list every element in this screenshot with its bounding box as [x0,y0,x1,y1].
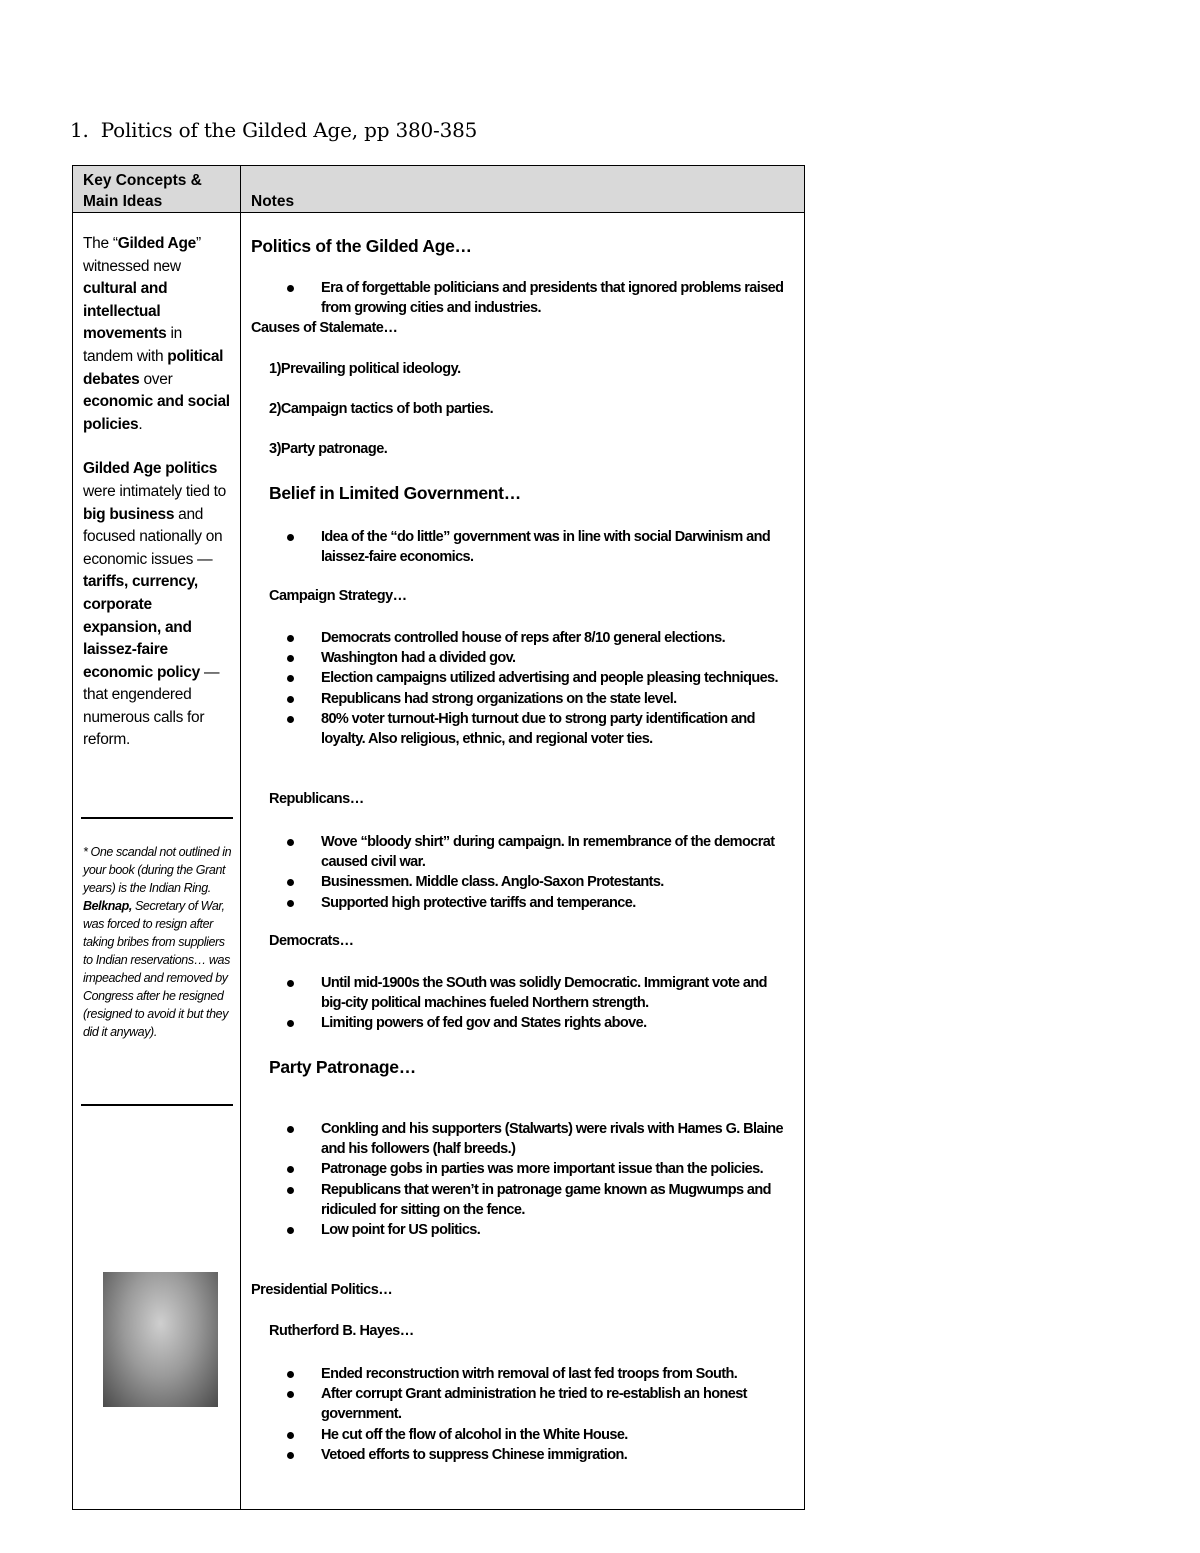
cause-3: 3)Party patronage. [269,441,388,457]
scandal-bottom-rule [81,1104,233,1106]
list-item: Low point for US politics. [285,1220,785,1240]
list-item: Until mid-1900s the SOuth was solidly Democratic. Immigrant vote and big-city political machines fueled Northern strength. [285,973,785,1013]
list-item: Limiting powers of fed gov and States rights above. [285,1013,785,1033]
democrats-heading: Democrats… [269,933,354,949]
section-number: 1. [70,118,89,142]
presidential-heading: Presidential Politics… [251,1282,393,1298]
list-item: Election campaigns utilized advertising and people pleasing techniques. [285,668,785,688]
list-item: Supported high protective tariffs and temperance. [285,893,785,913]
notes-table [72,165,805,1510]
list-item: Washington had a divided gov. [285,648,785,668]
republicans-heading: Republicans… [269,791,364,807]
list-item: He cut off the flow of alcohol in the White House. [285,1425,785,1445]
republicans-list [285,832,785,913]
list-item: Conkling and his supporters (Stalwarts) were rivals with Hames G. Blaine and his followers (half breeds.) [285,1119,785,1159]
section-title: Politics of the Gilded Age, pp 380-385 [100,118,478,142]
scandal-top-rule [81,817,233,819]
belief-heading: Belief in Limited Government… [269,483,521,503]
hayes-portrait [103,1272,218,1407]
politics-list [285,278,785,318]
key-concepts-column [83,233,233,774]
list-item: Patronage gobs in parties was more important issue than the policies. [285,1159,785,1179]
list-item: Republicans had strong organizations on the state level. [285,689,785,709]
list-item: 80% voter turnout-High turnout due to strong party identification and loyalty. Also religious, ethnic, and regional voter ties. [285,709,785,749]
concept-paragraph-2: Gilded Age politics were intimately tied to big business and focused nationally on economic issues — tariffs, currency, corporate expansion, and laissez-faire economic policy — that engendered numerous calls for reform. [83,460,226,749]
list-item: Democrats controlled house of reps after 8/10 general elections. [285,628,785,648]
list-item: Businessmen. Middle class. Anglo-Saxon Protestants. [285,872,785,892]
democrats-list [285,973,785,1034]
campaign-heading: Campaign Strategy… [269,588,407,604]
list-item: Era of forgettable politicians and presidents that ignored problems raised from growing cities and industries. [285,278,785,318]
page-title [70,118,477,142]
list-item: Wove “bloody shirt” during campaign. In remembrance of the democrat caused civil war. [285,832,785,872]
campaign-list [285,628,785,749]
cause-2: 2)Campaign tactics of both parties. [269,401,494,417]
list-item: After corrupt Grant administration he tried to re-establish an honest government. [285,1384,785,1424]
causes-heading: Causes of Stalemate… [251,320,398,336]
list-item: Vetoed efforts to suppress Chinese immigration. [285,1445,785,1465]
concept-paragraph-1: The “Gilded Age” witnessed new cultural and intellectual movements in tandem with political debates over economic and social policies. [83,235,230,433]
header-key-concepts: Key Concepts & Main Ideas [83,172,202,210]
patronage-list [285,1119,785,1240]
cause-1: 1)Prevailing political ideology. [269,361,461,377]
list-item: Idea of the “do little” government was in line with social Darwinism and laissez-faire economics. [285,527,785,567]
list-item: Ended reconstruction witrh removal of last fed troops from South. [285,1364,785,1384]
belief-list [285,527,785,567]
list-item: Republicans that weren’t in patronage game known as Mugwumps and ridiculed for sitting on the fence. [285,1180,785,1220]
scandal-note: * One scandal not outlined in your book (during the Grant years) is the Indian Ring. Belknap, Secretary of War, was forced to resign after taking bribes from suppliers to Indian reservations… was impeached and removed by Congress after he resigned (resigned to avoid it but they did it anyway). [83,845,232,1039]
patronage-heading: Party Patronage… [269,1057,416,1077]
header-notes: Notes [251,193,295,210]
column-divider [240,166,241,1509]
politics-heading: Politics of the Gilded Age… [251,236,472,256]
hayes-list [285,1364,785,1465]
hayes-heading: Rutherford B. Hayes… [269,1323,414,1339]
